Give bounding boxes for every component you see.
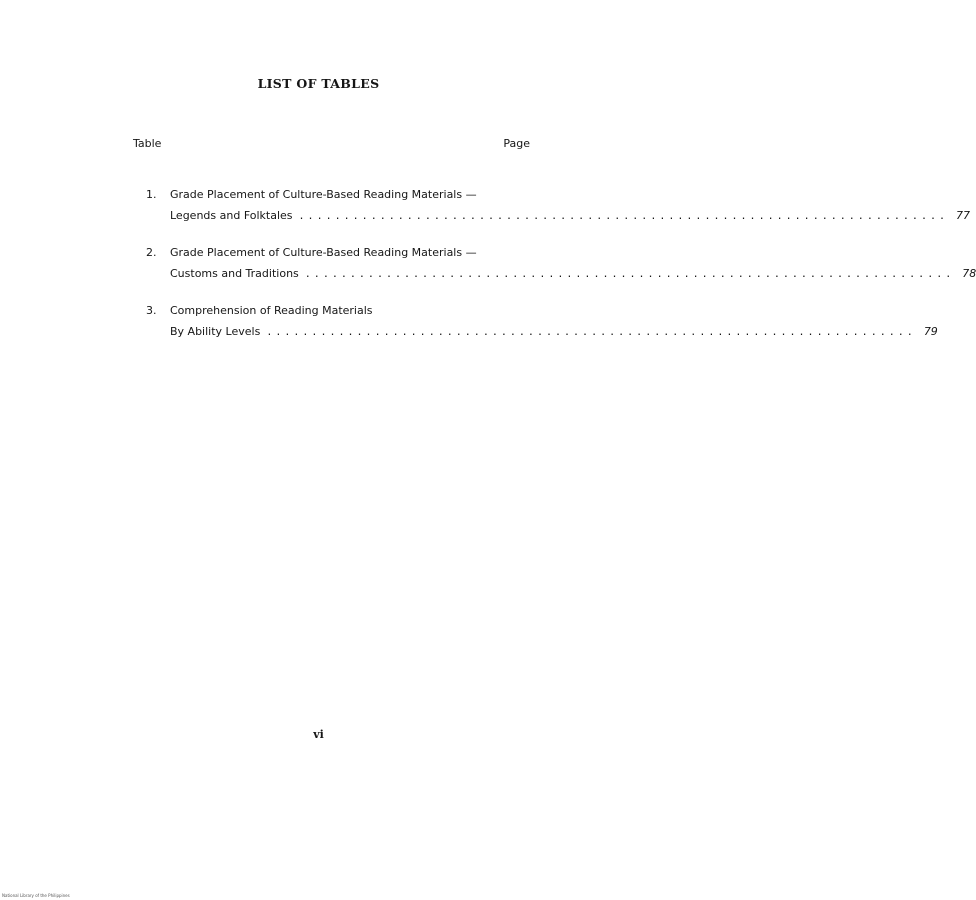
- entry-number: 3.: [146, 304, 157, 317]
- entry-page-number: 77: [956, 209, 971, 222]
- dot-leader: ........................................................................: [304, 269, 955, 280]
- entry-number: 2.: [146, 246, 157, 259]
- entry-subtitle: Legends and Folktales: [170, 209, 293, 222]
- entry-page-number: 79: [923, 325, 938, 338]
- dot-leader: ........................................................................: [298, 211, 949, 222]
- list-item: [146, 188, 971, 246]
- list-item: [146, 304, 938, 362]
- entry-title: Grade Placement of Culture-Based Reading Materials —: [170, 246, 477, 259]
- scan-watermark: National Library of the Philippines: [2, 893, 70, 898]
- entry-page-number: 78: [962, 267, 976, 280]
- entry-number: 1.: [146, 188, 157, 201]
- dot-leader: ........................................................................: [266, 327, 916, 338]
- entry-subtitle: By Ability Levels: [170, 325, 261, 338]
- entry-title: Grade Placement of Culture-Based Reading Materials —: [170, 188, 477, 201]
- list-item: [146, 246, 976, 304]
- page-number: vi: [313, 728, 324, 741]
- table-column-heading: Table: [133, 137, 162, 150]
- table-list: [146, 188, 976, 362]
- page-title: LIST OF TABLES: [257, 76, 380, 91]
- entry-title: Comprehension of Reading Materials: [170, 304, 373, 317]
- entry-subtitle: Customs and Traditions: [170, 267, 299, 280]
- page-column-heading: Page: [503, 137, 530, 150]
